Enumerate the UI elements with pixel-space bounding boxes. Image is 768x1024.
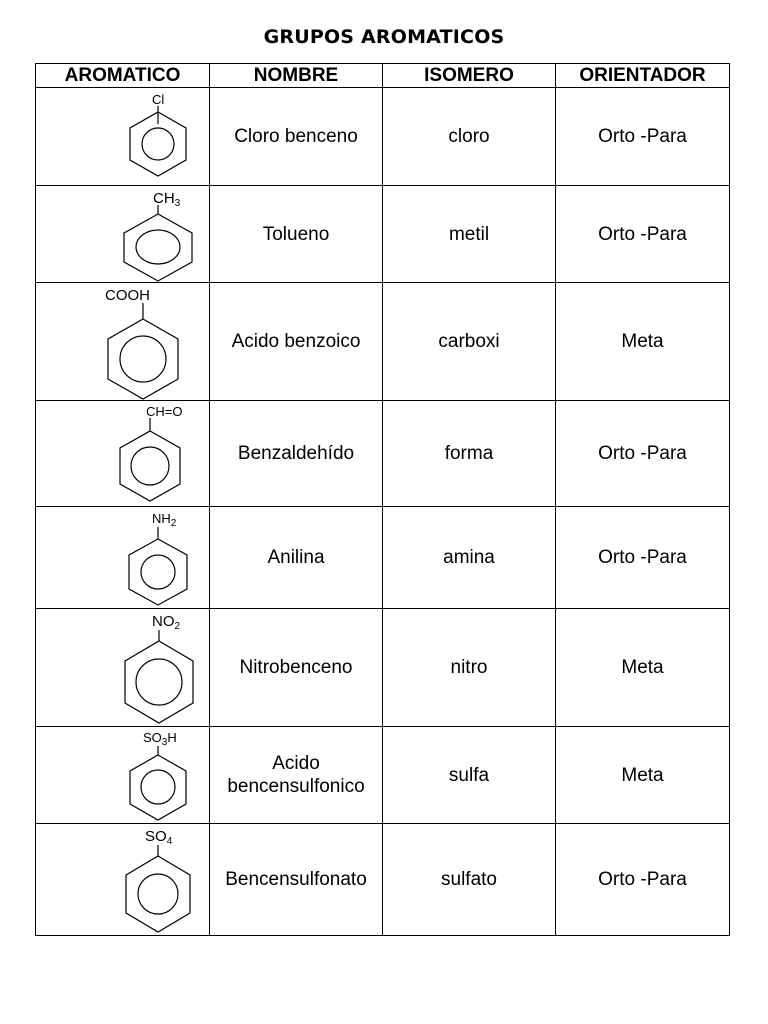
substituent-label: $NH_2$ (152, 511, 177, 529)
structure-cell (36, 507, 210, 609)
table-row (36, 507, 730, 609)
orientation-cell: Orto -Para (556, 186, 730, 283)
benzene-structure (36, 727, 210, 824)
orientation-cell: Meta (556, 727, 730, 824)
page-title: GRUPOS AROMATICOS (263, 26, 505, 48)
name-cell: Tolueno (210, 186, 383, 283)
isomer-cell: cloro (383, 88, 556, 186)
substituent-label: $SO_4$ (145, 828, 173, 847)
name-cell: Cloro benceno (210, 88, 383, 186)
table-row (36, 824, 730, 936)
orientation-cell: Meta (556, 283, 730, 401)
isomer-cell: sulfato (383, 824, 556, 936)
substituent-label: COOH (105, 287, 150, 304)
benzene-structure (36, 507, 210, 609)
structure-cell (36, 283, 210, 401)
isomer-cell: sulfa (383, 727, 556, 824)
table-row (36, 283, 730, 401)
substituent-label: $NO_2$ (152, 613, 181, 632)
table-row (36, 88, 730, 186)
orientation-cell: Orto -Para (556, 824, 730, 936)
header-aromatico: AROMATICO (36, 64, 210, 88)
name-cell: Acido bencensulfonico (210, 727, 383, 824)
orientation-cell: Meta (556, 609, 730, 727)
benzene-structure (36, 609, 210, 727)
benzene-structure (36, 824, 210, 936)
substituent-label: $CH_3$ (153, 190, 181, 209)
structure-cell (36, 609, 210, 727)
structure-cell (36, 727, 210, 824)
table-header-row (36, 64, 730, 88)
table-row (36, 186, 730, 283)
isomer-cell: forma (383, 401, 556, 507)
table-row (36, 609, 730, 727)
structure-cell (36, 88, 210, 186)
orientation-cell: Orto -Para (556, 507, 730, 609)
header-isomero: ISOMERO (383, 64, 556, 88)
header-nombre: NOMBRE (210, 64, 383, 88)
name-cell: Anilina (210, 507, 383, 609)
isomer-cell: carboxi (383, 283, 556, 401)
isomer-cell: amina (383, 507, 556, 609)
header-orientador: ORIENTADOR (556, 64, 730, 88)
table-row (36, 401, 730, 507)
substituent-label: CH=O (146, 404, 183, 419)
aromatic-groups-table (35, 63, 730, 936)
benzene-structure (36, 401, 210, 507)
substituent-label: Cl (152, 92, 165, 107)
benzene-structure (36, 283, 210, 401)
name-cell: Benzaldehído (210, 401, 383, 507)
benzene-structure (36, 186, 210, 283)
orientation-cell: Orto -Para (556, 401, 730, 507)
name-cell: Bencensulfonato (210, 824, 383, 936)
name-cell: Acido benzoico (210, 283, 383, 401)
structure-cell (36, 186, 210, 283)
isomer-cell: metil (383, 186, 556, 283)
orientation-cell: Orto -Para (556, 88, 730, 186)
isomer-cell: nitro (383, 609, 556, 727)
substituent-label: $SO_3H$ (143, 730, 177, 748)
table-row (36, 727, 730, 824)
name-cell: Nitrobenceno (210, 609, 383, 727)
structure-cell (36, 401, 210, 507)
benzene-structure (36, 88, 210, 186)
structure-cell (36, 824, 210, 936)
